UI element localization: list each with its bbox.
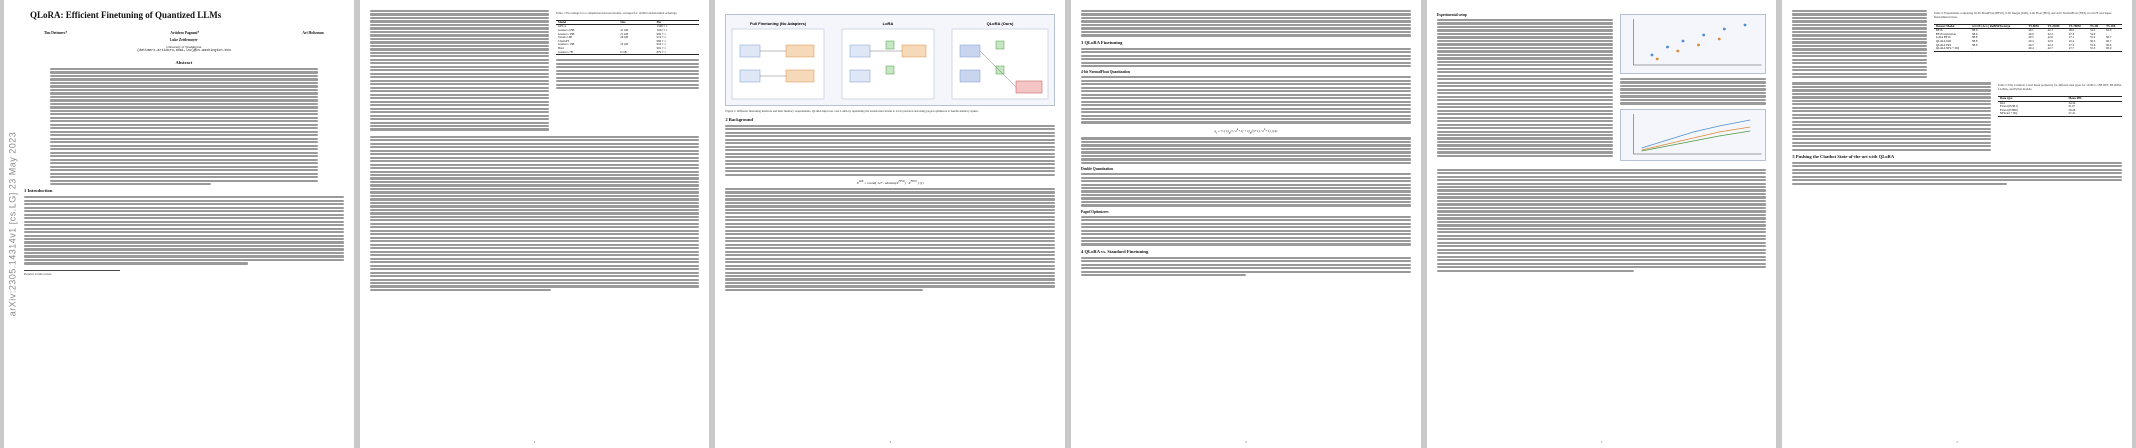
intro-text	[24, 196, 344, 264]
table-row: Guanaco 13B 10 GB 916 ± 1	[557, 42, 666, 47]
preprint-note: Preprint. Under review.	[24, 271, 53, 276]
table3: Dataset Model GLUE (Acc.) RoBERTa-large T5-80M T5-250M T5-780M T5-3B T5-11B BF16 88.6 40.1 42.1 48.0 54.3 62.0 BF16 replication 88.6 40.0 42.2 47.3 54.9 - LoRA BF16 88.8 40.5 42.6 47.1 55.4 60.7 QLoRA Int8 88.8 40.4 42.9 45.4 56.5 60.7 QLoRA FP4 88.6 40.3 42.4 47.5 55.6 60.9 QLoRA NF4 + DQ - 40.4 42.7 47.7 55.3 60.9	[1934, 24, 2122, 52]
author: Tim Dettmers*	[44, 31, 68, 35]
table-row: BF16 replication 88.6 40.0 42.2 47.3 54.9 -	[1935, 31, 2108, 36]
table-header: Elo	[656, 19, 661, 24]
nf4-heading: 4-bit NormalFloat Quantization	[1081, 70, 1130, 75]
figure-1-diagram	[726, 15, 1054, 105]
experimental-setup-heading: Experimental setup	[1436, 13, 1467, 17]
paper-title: QLoRA: Efficient Finetuning of Quantized LLMs	[30, 10, 222, 20]
figure-1-caption: Figure 1: Different finetuning methods and their memory requirements. QLoRA improves over LoRA by quantizing the transformer model to 4-bit precision and using paged optimizers to handle memory spikes.	[725, 109, 979, 113]
qlora-vs-heading: 4 QLoRA vs. Standard Finetuning	[1081, 248, 1149, 254]
equation: $X^{Int8}$ = round( $127 / absmax(X^{FP32}) \cdot X^{FP32}$ ) (1)	[856, 178, 924, 185]
table-row: QLoRA FP4 88.6 40.3 42.4 47.5 55.6 60.9	[1935, 42, 2112, 47]
line-plot	[1621, 110, 1766, 160]
table-header: Size	[620, 19, 626, 24]
qlora-panel	[952, 29, 1048, 99]
intro-heading: 1 Introduction	[24, 188, 53, 194]
figure-label: Full Finetuning (No Adapters)	[750, 21, 807, 26]
figure-4-plot	[1620, 109, 1767, 161]
page-3	[715, 0, 1065, 448]
qlora-heading: 3 QLoRA Finetuning	[1081, 39, 1123, 45]
table-row: LoRA BF16 88.8 40.5 42.6 47.1 55.4 60.7	[1935, 35, 2112, 40]
page-number: 2	[533, 440, 536, 444]
paged-optimizers-heading: Paged Optimizers	[1081, 209, 1109, 214]
abstract-text	[50, 68, 318, 185]
page-number: 3	[889, 440, 891, 444]
table-row: Guanaco 65B 41 GB 1022 ± 1	[557, 27, 668, 32]
background-heading: 2 Background	[725, 116, 753, 122]
table-row: Guanaco 7B 6 GB 879 ± 1	[556, 51, 699, 55]
table3-caption: Table 3: Experiments comparing 16-bit BrainFloat (BF16), 8-bit Integer (Int8), 4-bit Float (FP4), and 4-bit NormalFloat (NF4) on GLUE and Super-NaturalInstructions.	[1933, 11, 2113, 19]
author: Ari Holtzman	[302, 31, 324, 35]
author: Luke Zettlemoyer	[170, 38, 198, 42]
table-row: ChatGPT - 966 ± 1	[557, 38, 666, 43]
table-header: Model	[557, 19, 567, 24]
table-row: NFloat4 + DQ 27.41	[1998, 112, 2122, 116]
table-row: Float4 (E2M1) 31.07	[1999, 104, 2076, 109]
author-row	[44, 31, 324, 35]
page6-left-text	[1792, 10, 1926, 78]
page2-left-text	[370, 10, 549, 131]
table-row: BF16 88.6 40.1 42.1 48.0 54.3 62.0	[1935, 28, 2112, 33]
figure-1	[725, 14, 1055, 106]
figure-label: QLoRA (Ours)	[986, 21, 1014, 26]
scatter-plot	[1621, 15, 1766, 73]
table1	[556, 20, 699, 55]
figure-label: LoRA	[883, 21, 894, 26]
table-row: Int4 34.34	[1999, 100, 2076, 105]
table-row: GPT-4 - 1348 ± 1	[557, 24, 668, 29]
table-row: Float4 (E3M0) 29.48	[1999, 107, 2076, 112]
page-5	[1427, 0, 1777, 448]
section5-heading: 5 Pushing the Chatbot State-of-the-art with QLoRA	[1792, 153, 1895, 159]
affiliation: University of Washington {dettmers,artidoro,ahai,lsz}@cs.washington.edu	[137, 45, 231, 53]
page-number: 5	[1956, 440, 1958, 444]
table-row: QLoRA NF4 + DQ - 40.4 42.7 47.7 55.3 60.9	[1934, 47, 2122, 51]
table1-caption: Table 1: Elo ratings for a competition between models, averaged for 10,000 random initial orderings.	[555, 11, 678, 15]
page-1	[4, 0, 354, 448]
table-row: Guanaco 33B 21 GB 992 ± 1	[557, 31, 666, 36]
page-number: 5	[1600, 440, 1603, 444]
table-row: QLoRA Int8 88.8 40.4 42.9 45.4 56.5 60.7	[1935, 38, 2112, 43]
page-4	[1071, 0, 1421, 448]
page-6	[1782, 0, 2132, 448]
double-quant-heading: Double Quantization	[1081, 167, 1114, 172]
table-row: Bard - 902 ± 1	[557, 45, 666, 50]
abstract-heading: Abstract	[175, 60, 193, 65]
full-finetuning-panel	[732, 29, 824, 99]
table-row: Vicuna 13B 26 GB 974 ± 1	[557, 35, 666, 40]
author-row	[44, 38, 324, 42]
equation: $q_i$ = ½ ( $Q_X(i / 2^k+1) + Q_X((i+1) / 2^k+1)$ ) (4)	[1214, 126, 1278, 135]
page-2	[360, 0, 710, 448]
figure-3-plot	[1620, 14, 1767, 74]
arxiv-stamp: arXiv:2305.14314v1 [cs.LG] 23 May 2023	[7, 131, 18, 317]
lora-panel	[842, 29, 934, 99]
author: Artidoro Pagnoni*	[170, 31, 200, 35]
table2-caption: Table 2: Pile Common Crawl mean perplexity for different data types for 125M to 13B OPT, BLOOM, LLaMA, and Pythia models.	[1997, 83, 2122, 92]
table2: Data type Mean PPL Int4 34.34 Float4 (E2M1) 31.07 Float4 (E3M0) 29.48 NFloat4 + DQ 27.41	[1998, 96, 2122, 117]
page-number: 4	[1245, 440, 1247, 444]
